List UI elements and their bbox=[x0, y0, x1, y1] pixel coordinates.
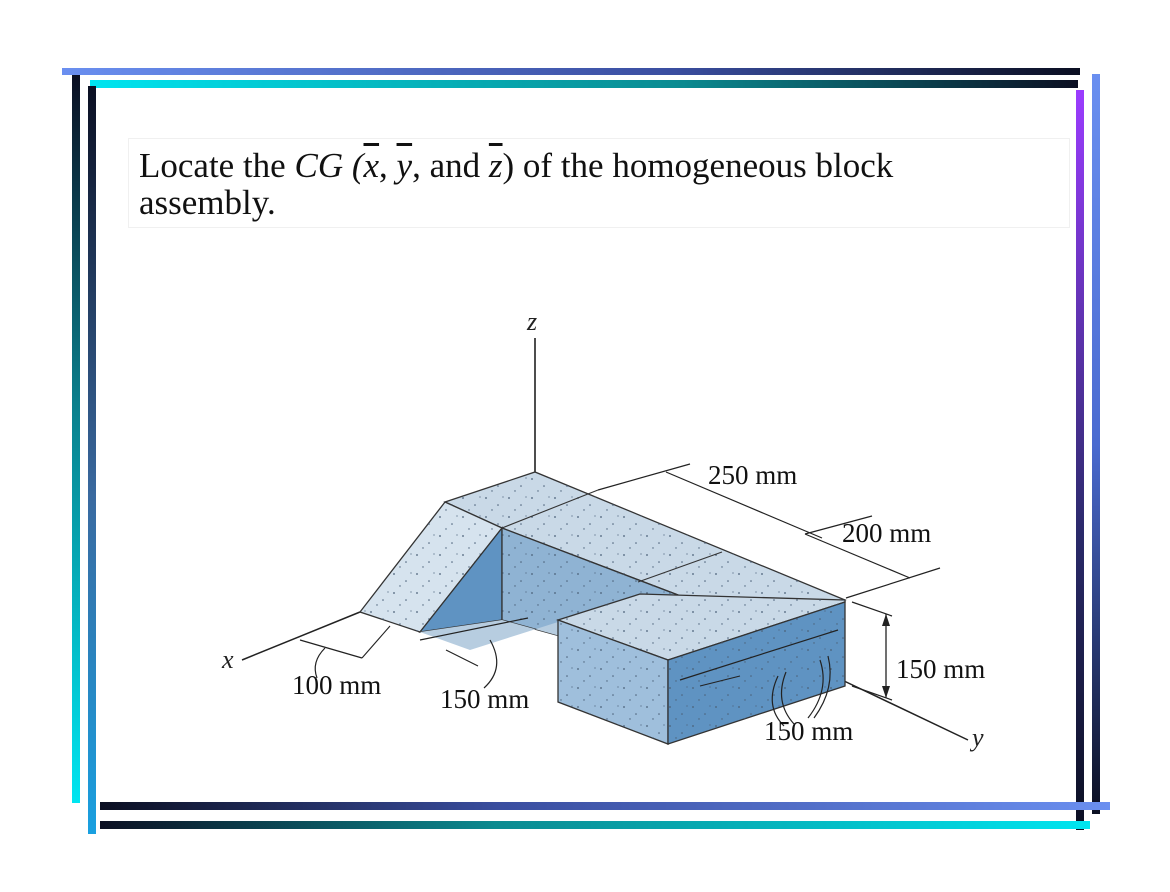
z-axis-label: z bbox=[527, 307, 538, 336]
problem-text-end: ) of the homogeneous block bbox=[502, 146, 894, 185]
dim-150-slot-label: 150 mm bbox=[440, 684, 530, 714]
dim-250-label: 250 mm bbox=[708, 460, 798, 490]
height-arrow-bottom bbox=[882, 686, 890, 698]
problem-text-start: Locate the bbox=[139, 146, 295, 185]
z-bar-symbol: $\overline{z}$ bbox=[488, 146, 503, 185]
separator-2: , and bbox=[412, 146, 489, 185]
x-axis-label: x bbox=[222, 645, 234, 674]
problem-text-line2: assembly. bbox=[139, 183, 276, 222]
y-axis-label: y bbox=[972, 723, 984, 752]
extension-line-slot bbox=[446, 650, 478, 666]
height-ext-top bbox=[852, 602, 892, 616]
y-bar-symbol: $\overline{y}$ bbox=[396, 146, 413, 185]
height-arrow-top bbox=[882, 614, 890, 626]
extension-line-250-back bbox=[598, 464, 690, 490]
separator-1: , bbox=[379, 146, 397, 185]
paren-open: ( bbox=[343, 146, 364, 185]
dim-150-width-label: 150 mm bbox=[764, 716, 854, 746]
cg-symbol: CG bbox=[294, 146, 344, 185]
extension-line-100 bbox=[362, 626, 390, 658]
dim-200-label: 200 mm bbox=[842, 518, 932, 548]
dim-100-label: 100 mm bbox=[292, 670, 382, 700]
extension-line-200 bbox=[846, 568, 940, 598]
dimension-line-100 bbox=[300, 640, 362, 658]
dim-150-height-label: 150 mm bbox=[896, 654, 986, 684]
x-bar-symbol: $\overline{x}$ bbox=[363, 146, 380, 185]
leader-curve-slot bbox=[484, 640, 497, 688]
